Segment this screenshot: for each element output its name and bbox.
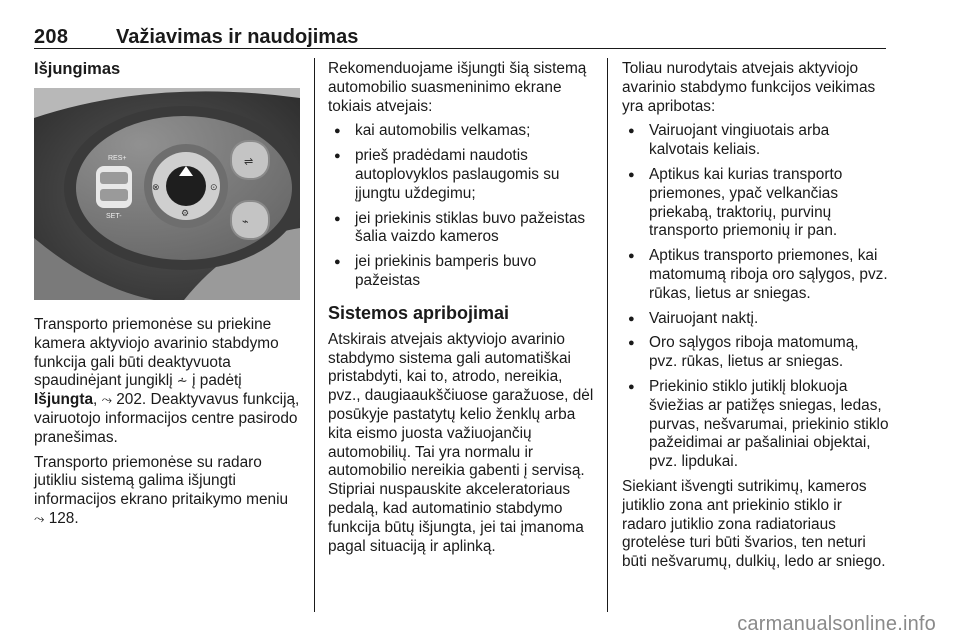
svg-text:⚙: ⚙	[181, 208, 190, 218]
column-3	[622, 60, 890, 578]
list-item: ● Vairuojant naktį.	[622, 310, 890, 329]
svg-text:⊙: ⊙	[210, 182, 218, 192]
paragraph-deactivation: Transporto priemonėse su priekine kamera aktyviojo avarinio stabdymo funkcija gali būti deaktyvuota spaudinėjant jungiklį ⩪ į padėtį Išjungta, ⤳ 202. Deaktyvavus funkciją, vairuotojo informacijos centre pasirodo pranešimas.	[34, 316, 300, 446]
section-heading-limits: Sistemos apribojimai	[328, 302, 510, 323]
watermark: carmanualsonline.info	[737, 613, 936, 635]
column-divider	[607, 58, 608, 612]
paragraph-clean: Siekiant išvengti sutrikimų, kameros jutiklio zona ant priekinio stiklo ir radaro jutiklio zona radiatoriaus grotelėse turi būti švarios, ten neturi būti nešvarumų, dulkių, ledo ar sniego.	[622, 477, 886, 571]
svg-text:⊗: ⊗	[152, 182, 160, 192]
page-title: Važiavimas ir naudojimas	[116, 26, 359, 48]
list-item: ● jei priekinis stiklas buvo pažeistas šalia vaizdo kameros	[328, 210, 596, 248]
paragraph-limited: Toliau nurodytais atvejais aktyviojo avarinio stabdymo funkcijos veikimas yra apribotas:	[622, 60, 876, 115]
column-divider	[314, 58, 315, 612]
list-item: ● jei priekinis bamperis buvo pažeistas	[328, 253, 596, 291]
collision-switch-icon: ⩪	[176, 373, 188, 389]
page-reference-icon: ⤳	[101, 392, 112, 408]
svg-text:⇌: ⇌	[244, 156, 254, 168]
steering-wheel-controls-photo	[34, 88, 300, 300]
list-item: ● Priekinio stiklo jutiklį blokuoja šviežias ar patižęs sniegas, ledas, purvas, nešvarumai, priekinio stiklo pažeidimai ar pašaliniai objektai, pvz. lipdukai.	[622, 378, 890, 472]
paragraph-radar: Transporto priemonėse su radaro jutikliu sistemą galima išjungti informacijos ekrano pritaikymo meniu ⤳ 128.	[34, 453, 289, 527]
paragraph-limits: Atskirais atvejais aktyviojo avarinio stabdymo sistema gali automatiškai pristabdyti, kai to, atrodo, nereikia, pvz., daugiaaukščiuose garažuose, dėl posūkyje pastatytų kelio ženklų arba kita eismo juosta važiuojančių automobilių. Tai yra normalu ir automobilio nereikia gabenti į servisą. Stipriai nuspauskite akceleratoriaus pedalą, kad automatinio stabdymo funkcija būtų išjungta, jei tai įmanoma pagal situaciją ir aplinką.	[328, 330, 594, 555]
column-1	[34, 60, 302, 535]
list-item: ● Aptikus kai kurias transporto priemones, ypač velkančias priekabą, traktorių, purvinų transporto priemonių ir pan.	[622, 166, 890, 241]
section-heading-disable: Išjungimas	[34, 60, 121, 78]
page-number: 208	[34, 26, 69, 48]
list-item: ● prieš pradėdami naudotis autoplovyklos paslaugomis su įjungtu uždegimu;	[328, 147, 596, 203]
svg-text:RES+: RES+	[108, 155, 127, 162]
svg-text:SET-: SET-	[106, 213, 122, 220]
recommend-list	[328, 122, 596, 290]
list-item: ● Aptikus transporto priemones, kai matomumą riboja oro sąlygos, pvz. rūkas, lietus ar sniegas.	[622, 247, 890, 303]
page-header	[34, 26, 886, 49]
list-item: ● Vairuojant vingiuotais arba kalvotais keliais.	[622, 122, 890, 160]
svg-text:⌁: ⌁	[242, 216, 249, 228]
paragraph-recommend: Rekomenduojame išjungti šią sistemą automobilio suasmeninimo ekrane tokiais atvejais:	[328, 60, 587, 115]
page-reference-icon: ⤳	[34, 510, 45, 526]
list-item: ● kai automobilis velkamas;	[328, 122, 596, 141]
list-item: ● Oro sąlygos riboja matomumą, pvz. rūkas, lietus ar sniegas.	[622, 334, 890, 372]
limited-list	[622, 122, 890, 472]
column-2	[328, 60, 596, 562]
